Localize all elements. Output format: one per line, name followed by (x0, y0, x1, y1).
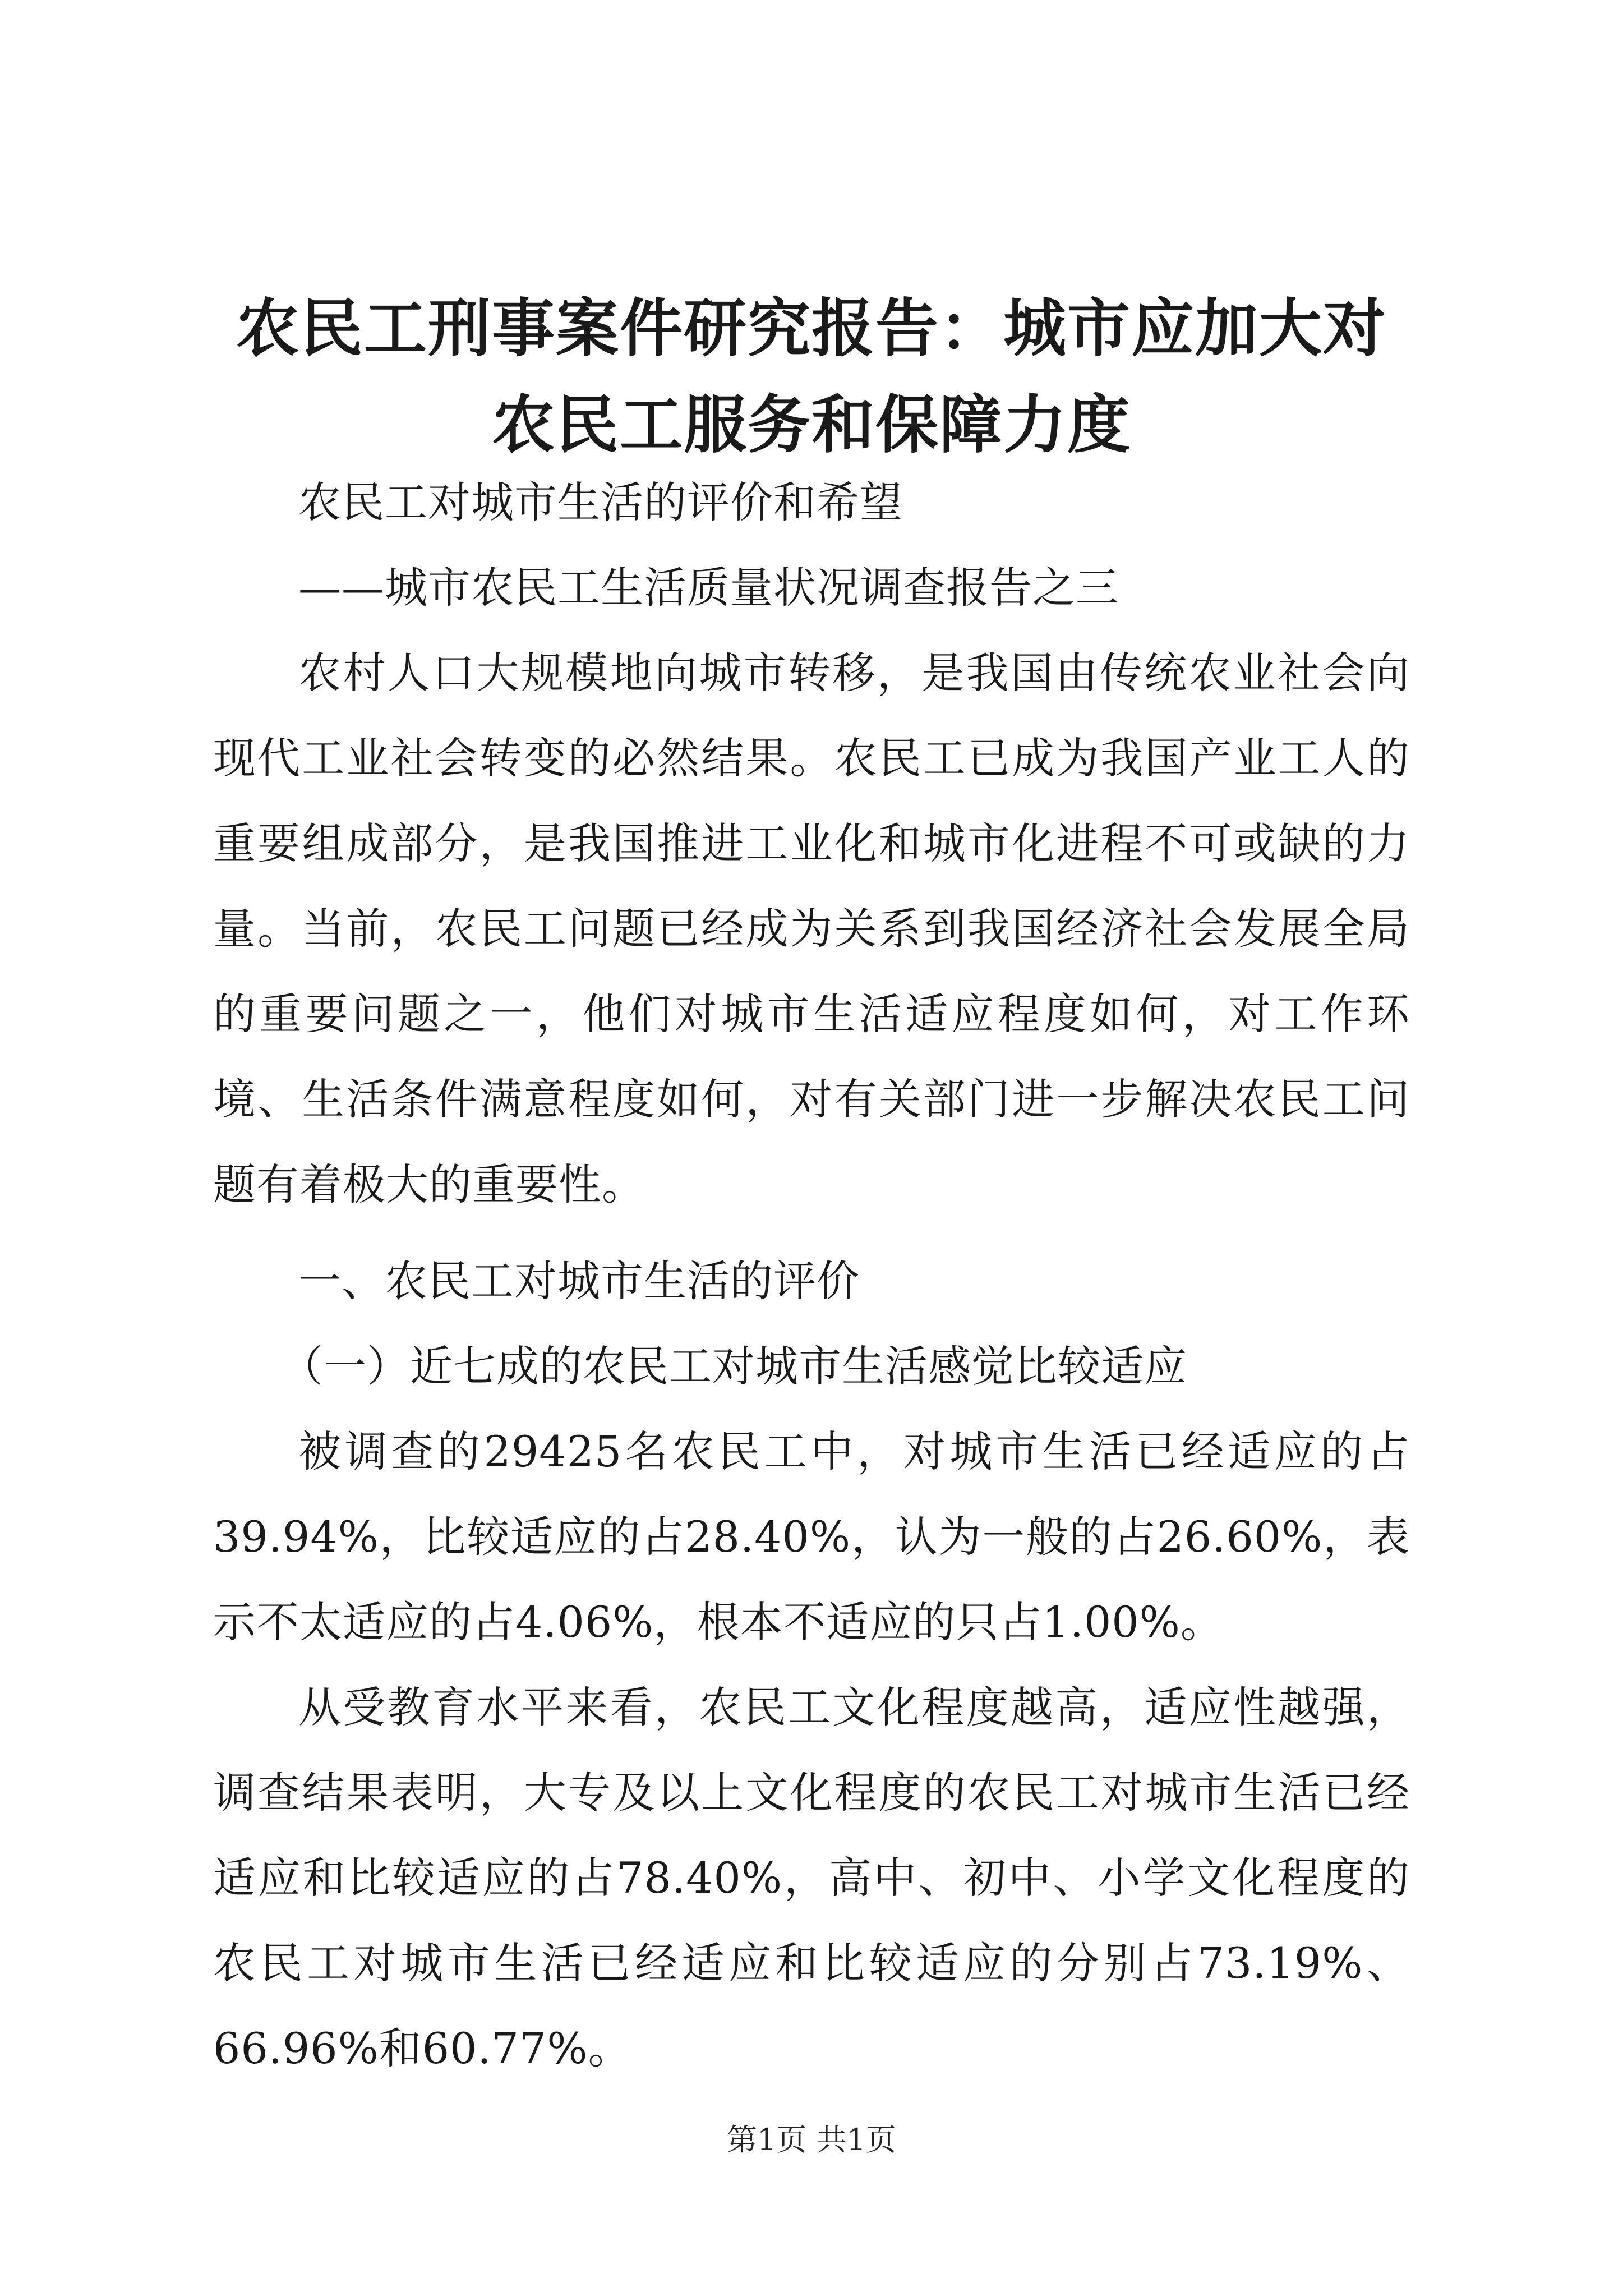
subtitle: 农民工对城市生活的评价和希望 (298, 477, 903, 527)
page-footer: 第1页 共1页 (727, 2122, 896, 2157)
education-analysis-paragraph: 从受教育水平来看，农民工文化程度越高，适应性越强，调查结果表明，大专及以上文化程度的农民工对城市生活已经适应和比较适应的占78.40%，高中、初中、小学文化程度的农民工对城市生活已经适应和比较适应的分别占73.19%、66.96%和60.77%。 (213, 1682, 1410, 2073)
report-series-line: ——城市农民工生活质量状况调查报告之三 (298, 563, 1119, 613)
document-title: 农民工刑事案件研究报告：城市应加大对农民工服务和保障力度 (236, 292, 1387, 462)
intro-paragraph: 农村人口大规模地向城市转移，是我国由传统农业社会向现代工业社会转变的必然结果。农民工已成为我国产业工人的重要组成部分，是我国推进工业化和城市化进程不可或缺的力量。当前，农民工问题已经成为关系到我国经济社会发展全局的重要问题之一，他们对城市生活适应程度如何，对工作环境、生活条件满意程度如何，对有关部门进一步解决农民工问题有着极大的重要性。 (213, 648, 1410, 1209)
survey-results-paragraph: 被调查的29425名农民工中，对城市生活已经适应的占39.94%，比较适应的占28.40%，认为一般的占26.60%，表示不太适应的占4.06%，根本不适应的只占1.00%。 (213, 1427, 1410, 1647)
section-heading: 一、农民工对城市生活的评价 (298, 1256, 860, 1306)
document-body (213, 460, 1410, 2091)
subsection-heading: （一）近七成的农民工对城市生活感觉比较适应 (280, 1341, 1187, 1391)
